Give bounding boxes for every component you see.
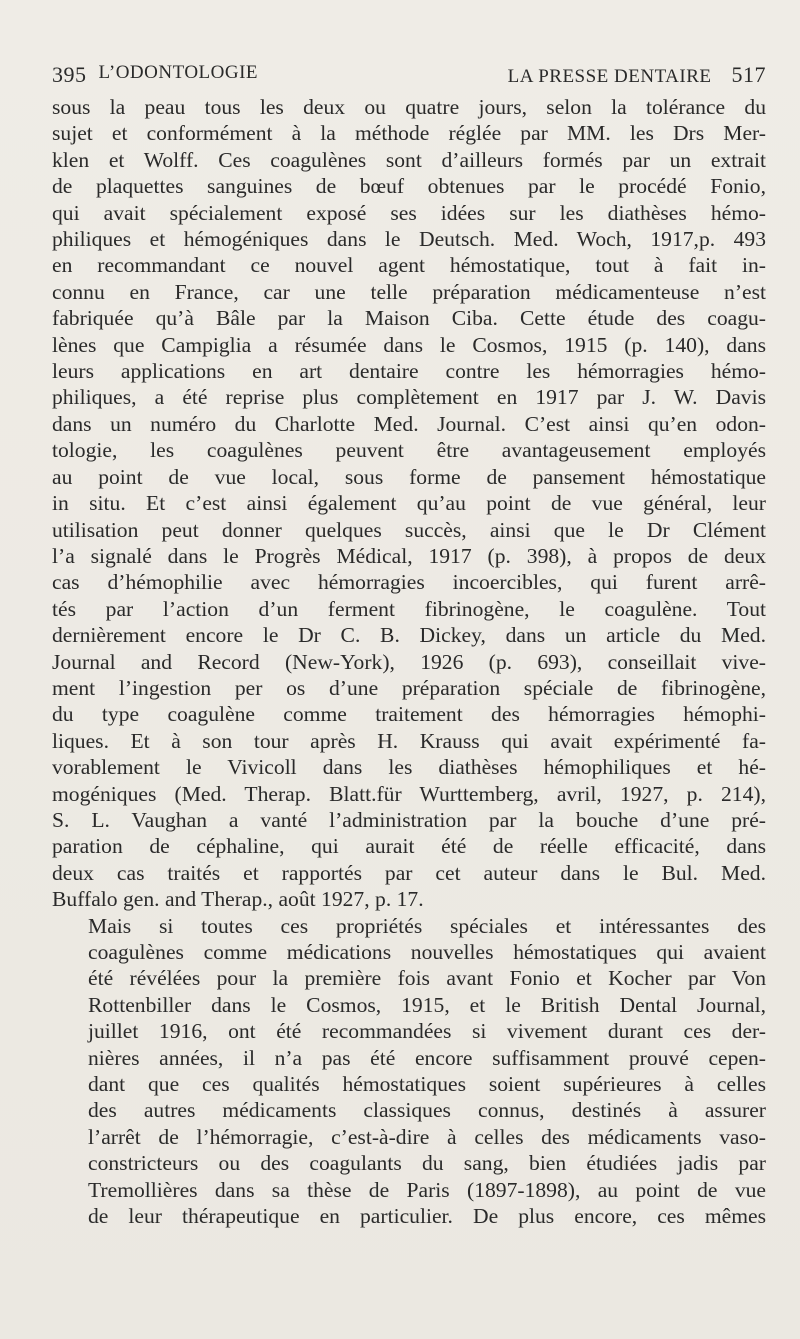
text-line: qui avait spécialement exposé ses idées sur les diathèses hémo- bbox=[52, 200, 766, 225]
text-line: deux cas traités et rapportés par cet auteur dans le Bul. Med. bbox=[52, 860, 766, 885]
text-line: fabriquée qu’à Bâle par la Maison Ciba. Cette étude des coagu- bbox=[52, 306, 766, 331]
text-line: dant que ces qualités hémostatiques soient supérieures à celles bbox=[88, 1072, 766, 1097]
running-header bbox=[52, 62, 766, 88]
text-line: l’arrêt de l’hémorragie, c’est-à-dire à celles des médicaments vaso- bbox=[88, 1124, 766, 1149]
text-line: sous la peau tous les deux ou quatre jours, selon la tolérance du bbox=[52, 95, 766, 119]
text-line: philiques, a été reprise plus complètement en 1917 par J. W. Davis bbox=[52, 385, 766, 410]
left-page-number: 395 bbox=[52, 62, 87, 87]
text-line: sujet et conformément à la méthode réglée par MM. les Drs Mer- bbox=[52, 121, 766, 146]
text-line: leurs applications en art dentaire contre les hémorragies hémo- bbox=[52, 359, 766, 384]
text-line: liques. Et à son tour après H. Krauss qui avait expérimenté fa- bbox=[52, 728, 766, 753]
text-line: Mais si toutes ces propriétés spéciales et intéressantes des bbox=[88, 913, 766, 938]
text-line: ment l’ingestion per os d’une préparation spéciale de fibrinogène, bbox=[52, 675, 766, 700]
journal-title-left: L’ODONTOLOGIE bbox=[98, 62, 259, 83]
text-line: mogéniques (Med. Therap. Blatt.für Wurttemberg, avril, 1927, p. 214), bbox=[52, 781, 766, 806]
text-line: été révélées pour la première fois avant Fonio et Kocher par Von bbox=[88, 966, 766, 991]
text-line: nières années, il n’a pas été encore suffisamment prouvé cepen- bbox=[88, 1045, 766, 1070]
text-line: de leur thérapeutique en particulier. De plus encore, ces mêmes bbox=[88, 1204, 766, 1229]
text-line: Journal and Record (New-York), 1926 (p. 693), conseillait vive- bbox=[52, 649, 766, 674]
header-left bbox=[52, 62, 258, 88]
text-line: Buffalo gen. and Therap., août 1927, p. 17. bbox=[52, 887, 424, 912]
text-line: Tremollières dans sa thèse de Paris (1897-1898), au point de vue bbox=[88, 1177, 766, 1202]
text-line: utilisation peut donner quelques succès, ainsi que le Dr Clément bbox=[52, 517, 766, 542]
text-line: de plaquettes sanguines de bœuf obtenues par le procédé Fonio, bbox=[52, 174, 766, 199]
text-line: cas d’hémophilie avec hémorragies incoercibles, qui furent arrê- bbox=[52, 570, 766, 595]
text-line: des autres médicaments classiques connus, destinés à assurer bbox=[88, 1098, 766, 1123]
right-page-number: 517 bbox=[731, 62, 766, 87]
text-line: au point de vue local, sous forme de pansement hémostatique bbox=[52, 464, 766, 489]
text-line: en recommandant ce nouvel agent hémostatique, tout à fait in- bbox=[52, 253, 766, 278]
text-line: juillet 1916, ont été recommandées si vivement durant ces der- bbox=[88, 1019, 766, 1044]
text-line: klen et Wolff. Ces coagulènes sont d’ailleurs formés par un extrait bbox=[52, 147, 766, 172]
text-line: l’a signalé dans le Progrès Médical, 1917 (p. 398), à propos de deux bbox=[52, 543, 766, 568]
paragraph-1 bbox=[52, 94, 766, 913]
text-line: dernièrement encore le Dr C. B. Dickey, dans un article du Med. bbox=[52, 623, 766, 648]
text-line: dans un numéro du Charlotte Med. Journal. C’est ainsi qu’en odon- bbox=[52, 411, 766, 436]
paragraph-2 bbox=[52, 913, 766, 1230]
header-right bbox=[508, 62, 766, 88]
journal-title-right: LA PRESSE DENTAIRE bbox=[507, 66, 712, 87]
text-line: lènes que Campiglia a résumée dans le Cosmos, 1915 (p. 140), dans bbox=[52, 332, 766, 357]
article-body bbox=[52, 94, 766, 1229]
text-line: coagulènes comme médications nouvelles hémostatiques qui avaient bbox=[88, 940, 766, 964]
text-line: connu en France, car une telle préparation médicamenteuse n’est bbox=[52, 279, 766, 304]
text-line: Rottenbiller dans le Cosmos, 1915, et le British Dental Journal, bbox=[88, 992, 766, 1017]
text-line: S. L. Vaughan a vanté l’administration par la bouche d’une pré- bbox=[52, 807, 766, 832]
text-line: in situ. Et c’est ainsi également qu’au point de vue général, leur bbox=[52, 491, 766, 516]
text-line: constricteurs ou des coagulants du sang, bien étudiées jadis par bbox=[88, 1151, 766, 1176]
text-line: tés par l’action d’un ferment fibrinogène, le coagulène. Tout bbox=[52, 596, 766, 621]
text-line: paration de céphaline, qui aurait été de réelle efficacité, dans bbox=[52, 834, 766, 859]
text-line: tologie, les coagulènes peuvent être avantageusement employés bbox=[52, 438, 766, 463]
text-line: du type coagulène comme traitement des hémorragies hémophi- bbox=[52, 702, 766, 727]
text-line: philiques et hémogéniques dans le Deutsch. Med. Woch, 1917,p. 493 bbox=[52, 227, 766, 252]
text-line: vorablement le Vivicoll dans les diathèses hémophiliques et hé- bbox=[52, 755, 766, 780]
